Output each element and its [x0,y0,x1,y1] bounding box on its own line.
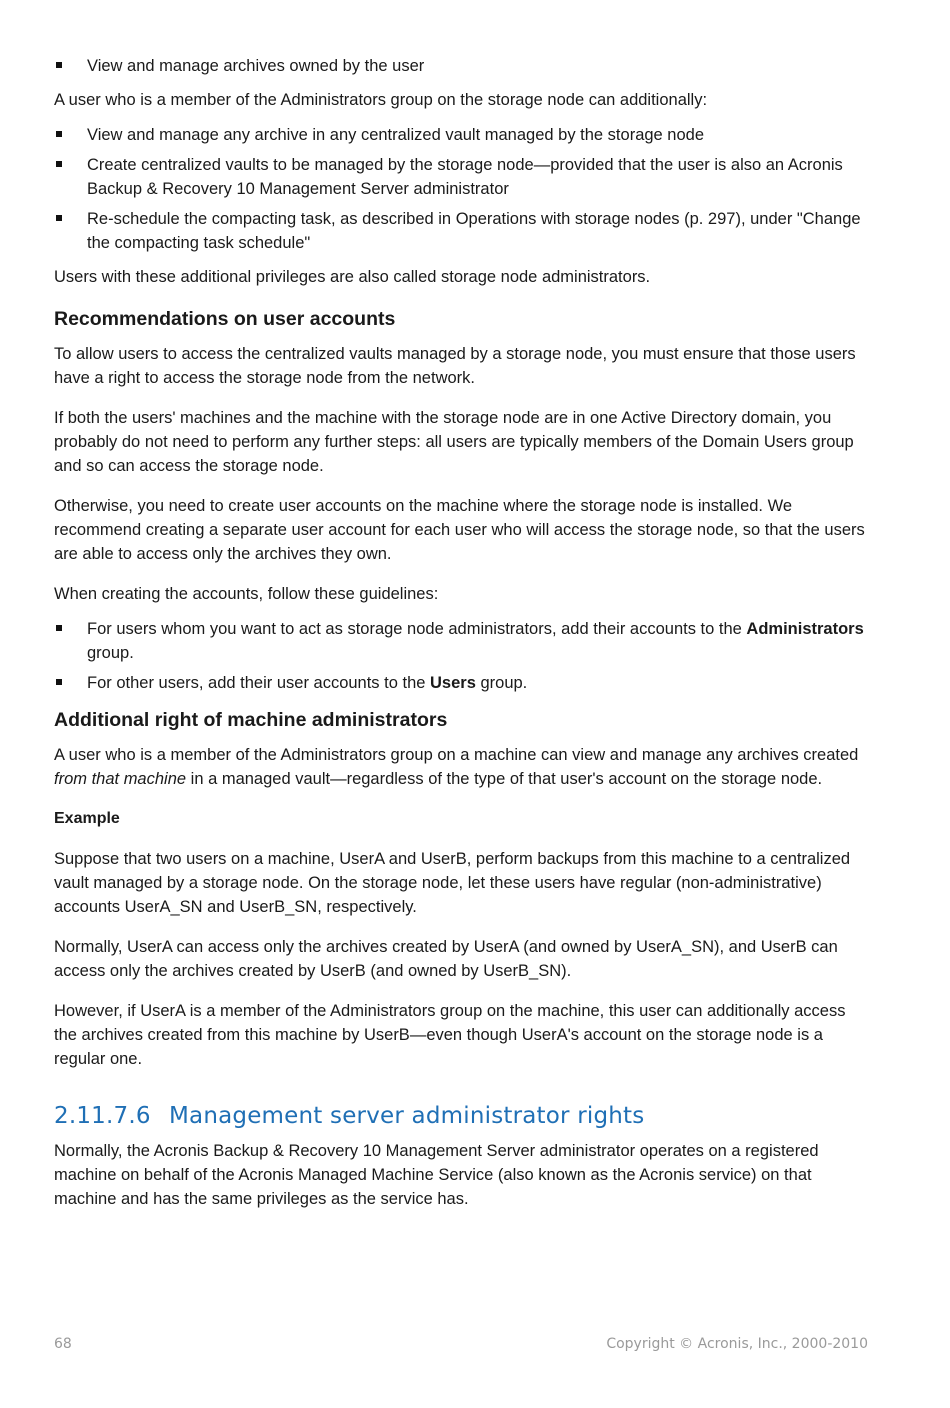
bullet-list-admin-privileges [54,123,868,255]
section-number: 2.11.7.6 [54,1103,151,1129]
paragraph: Suppose that two users on a machine, UserA and UserB, perform backups from this machine to a centralized vault managed by a storage node. On the storage node, let these users have regular (non-administrative) accounts UserA_SN and UserB_SN, respectively. [54,850,851,916]
page-footer [54,1336,868,1352]
section-heading: Recommendations on user accounts [54,308,396,330]
list-item: For users whom you want to act as storage node administrators, add their accounts to the Administrators group. [54,617,868,665]
list-item: For other users, add their user accounts to the Users group. [54,671,868,695]
section-heading: Additional right of machine administrators [54,709,448,731]
square-bullet-icon [56,215,62,221]
example-label: Example [54,810,120,827]
paragraph: Users with these additional privileges are also called storage node administrators. [54,268,651,286]
square-bullet-icon [56,62,62,68]
paragraph: A user who is a member of the Administrators group on a machine can view and manage any archives created from that machine in a managed vault—regardless of the type of that user's account on the storage node. [54,746,859,788]
square-bullet-icon [56,679,62,685]
paragraph: Normally, UserA can access only the archives created by UserA (and owned by UserA_SN), and UserB can access only the archives created by UserB (and owned by UserB_SN). [54,938,838,980]
paragraph: However, if UserA is a member of the Administrators group on the machine, this user can additionally access the archives created from this machine by UserB—even though UserA's account on the storage node is a regular one. [54,1002,846,1068]
subsection-heading [54,1101,868,1131]
paragraph: If both the users' machines and the machine with the storage node are in one Active Directory domain, you probably do not need to perform any further steps: all users are typically members of the Domain Users group and so can access the storage node. [54,409,854,475]
bullet-list-guidelines [54,617,868,695]
list-item: Re-schedule the compacting task, as described in Operations with storage nodes (p. 297), under "Change the compacting task schedule" [54,207,868,255]
list-item: Create centralized vaults to be managed by the storage node—provided that the user is also an Acronis Backup & Recovery 10 Management Server administrator [54,153,868,201]
paragraph: To allow users to access the centralized vaults managed by a storage node, you must ensure that those users have a right to access the storage node from the network. [54,345,856,387]
list-item: View and manage any archive in any centralized vault managed by the storage node [54,123,868,147]
paragraph: A user who is a member of the Administrators group on the storage node can additionally: [54,91,708,109]
paragraph: Otherwise, you need to create user accounts on the machine where the storage node is installed. We recommend creating a separate user account for each user who will access the storage node, so that the users are able to access only the archives they own. [54,497,865,563]
bullet-list-owner [54,54,868,78]
section-title: Management server administrator rights [169,1103,645,1129]
paragraph: Normally, the Acronis Backup & Recovery 10 Management Server administrator operates on a registered machine on behalf of the Acronis Managed Machine Service (also known as the Acronis service) on that machine and has the same privileges as the service has. [54,1142,819,1208]
square-bullet-icon [56,625,62,631]
list-item: View and manage archives owned by the user [54,54,868,78]
copyright-notice: Copyright © Acronis, Inc., 2000-2010 [606,1336,868,1352]
square-bullet-icon [56,131,62,137]
paragraph: When creating the accounts, follow these guidelines: [54,585,439,603]
page-number: 68 [54,1336,72,1352]
page-content [54,52,868,1211]
square-bullet-icon [56,161,62,167]
